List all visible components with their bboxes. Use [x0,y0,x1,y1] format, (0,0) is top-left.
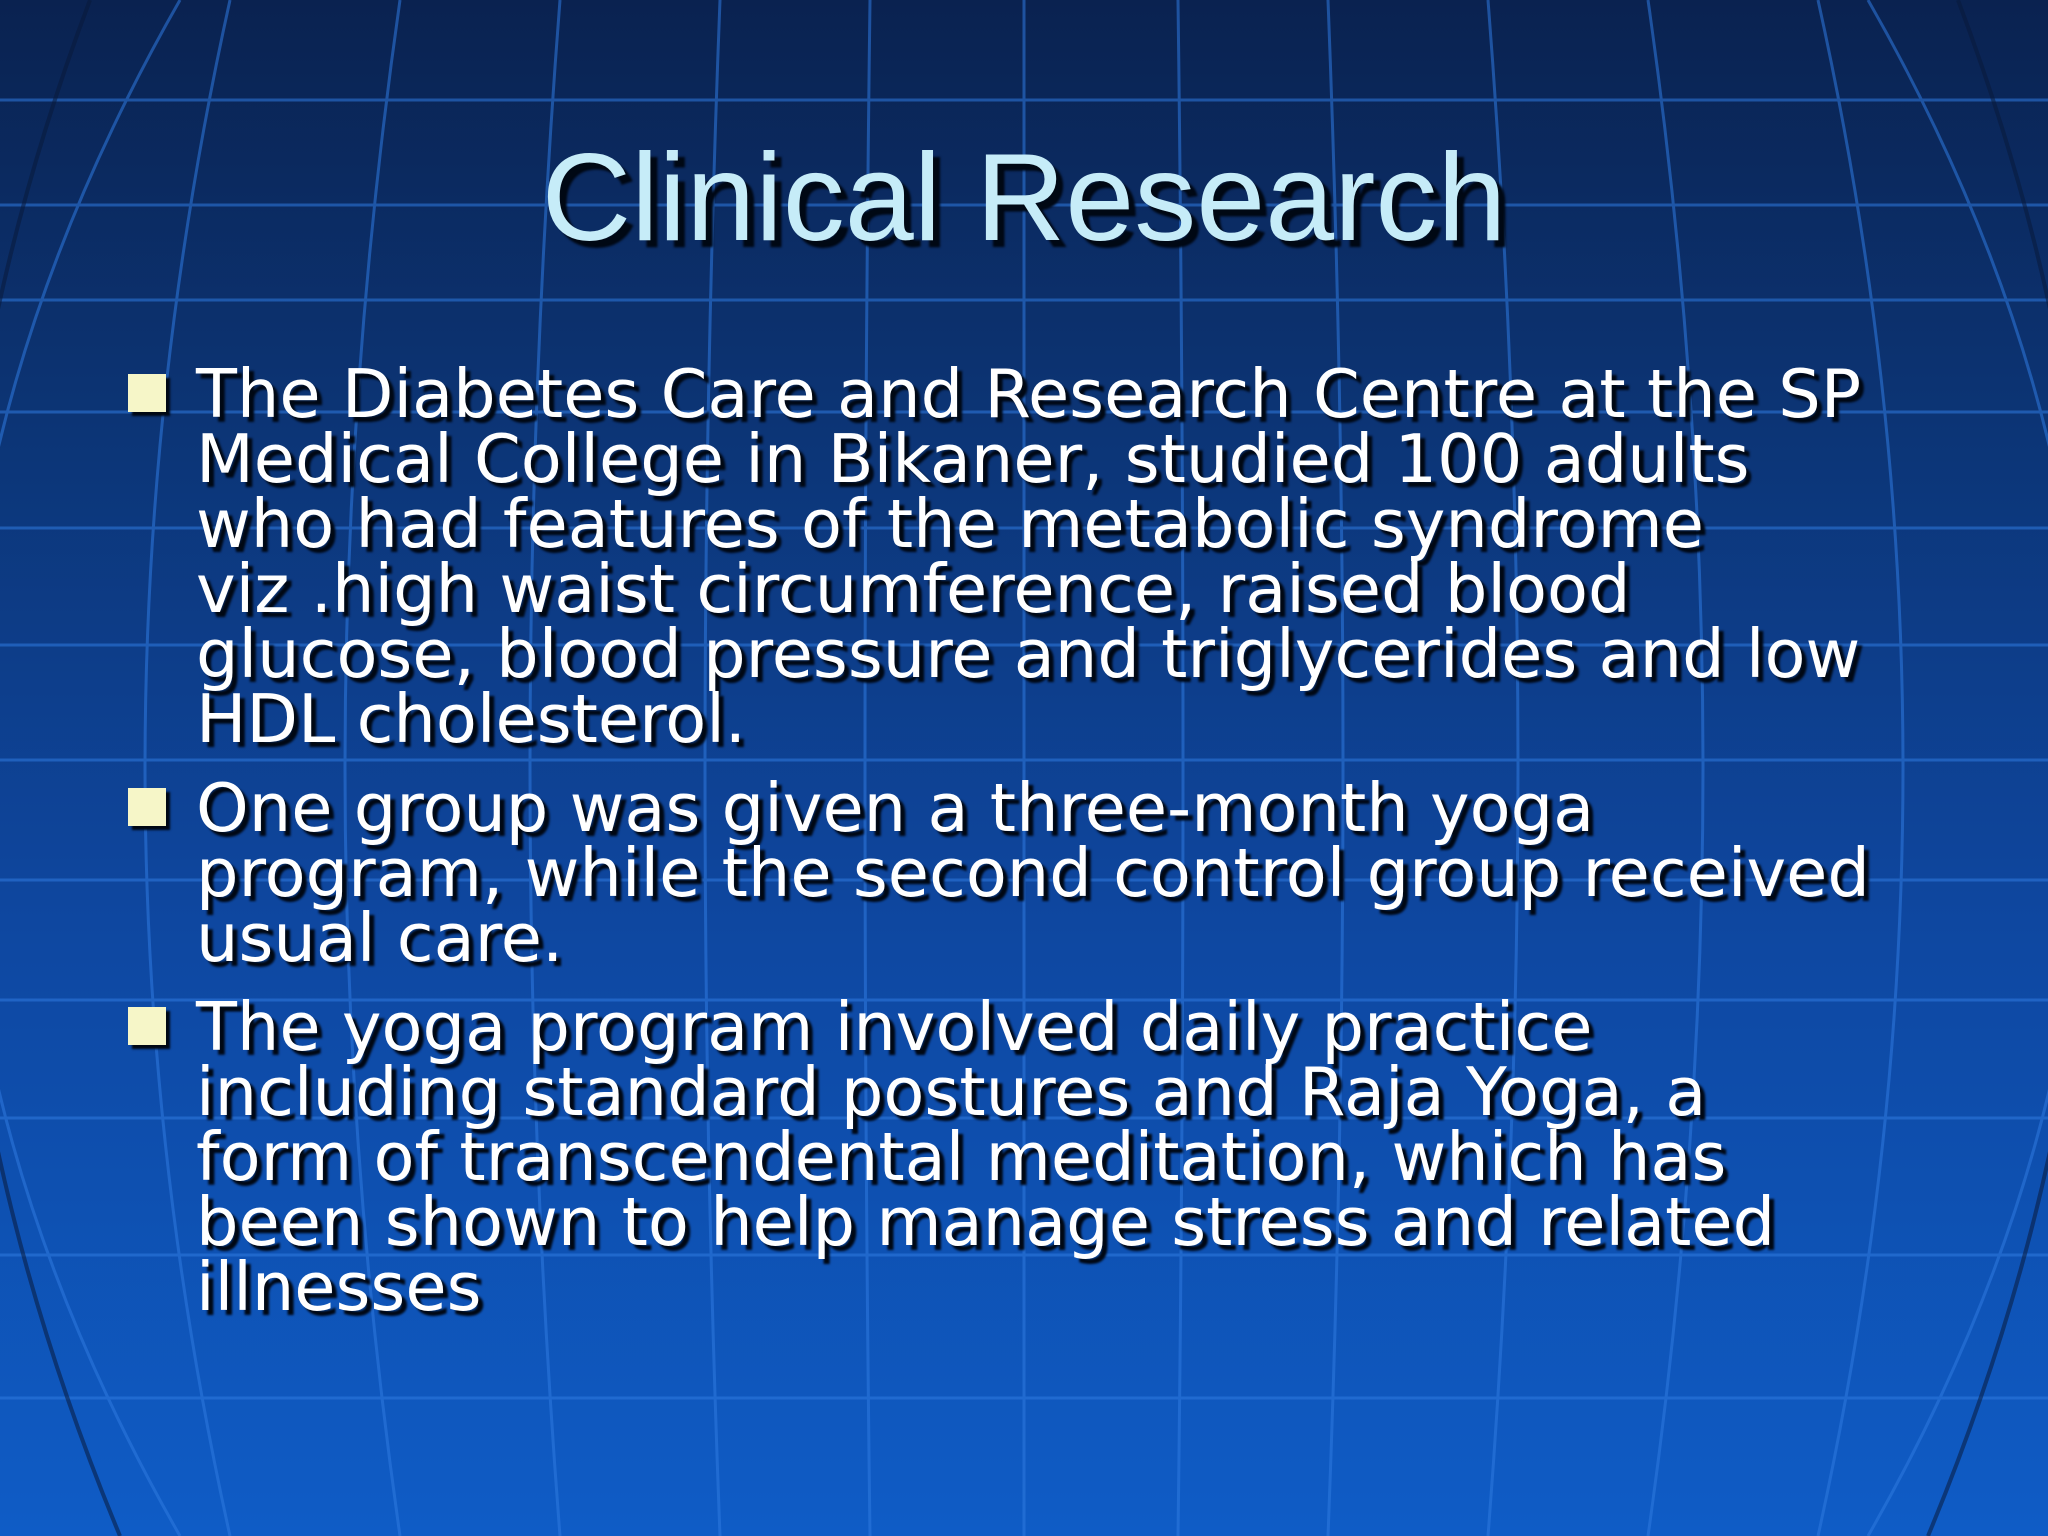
square-bullet-icon [128,788,166,826]
square-bullet-icon [128,374,166,412]
bullet-text: The Diabetes Care and Research Centre at the SP Medical College in Bikaner, studied 100 adults who had features of the metabolic syndrome viz .high waist circumference, raised blood glucose, blood pressure and triglycerides and low HDL cholesterol. [196,355,1862,758]
bullet-text: One group was given a three-month yoga program, while the second control group received usual care. [196,769,1870,977]
square-bullet-icon [128,1007,166,1045]
slide-title: Clinical Research [541,129,1507,267]
bullet-text: The yoga program involved daily practice including standard postures and Raja Yoga, a form of transcendental meditation, which has been shown to help manage stress and related illnesses [196,988,1776,1326]
bullet-item [128,988,1928,1326]
bullet-item [128,769,1928,977]
bullet-item [128,355,1928,758]
bullet-list [128,355,1928,1344]
